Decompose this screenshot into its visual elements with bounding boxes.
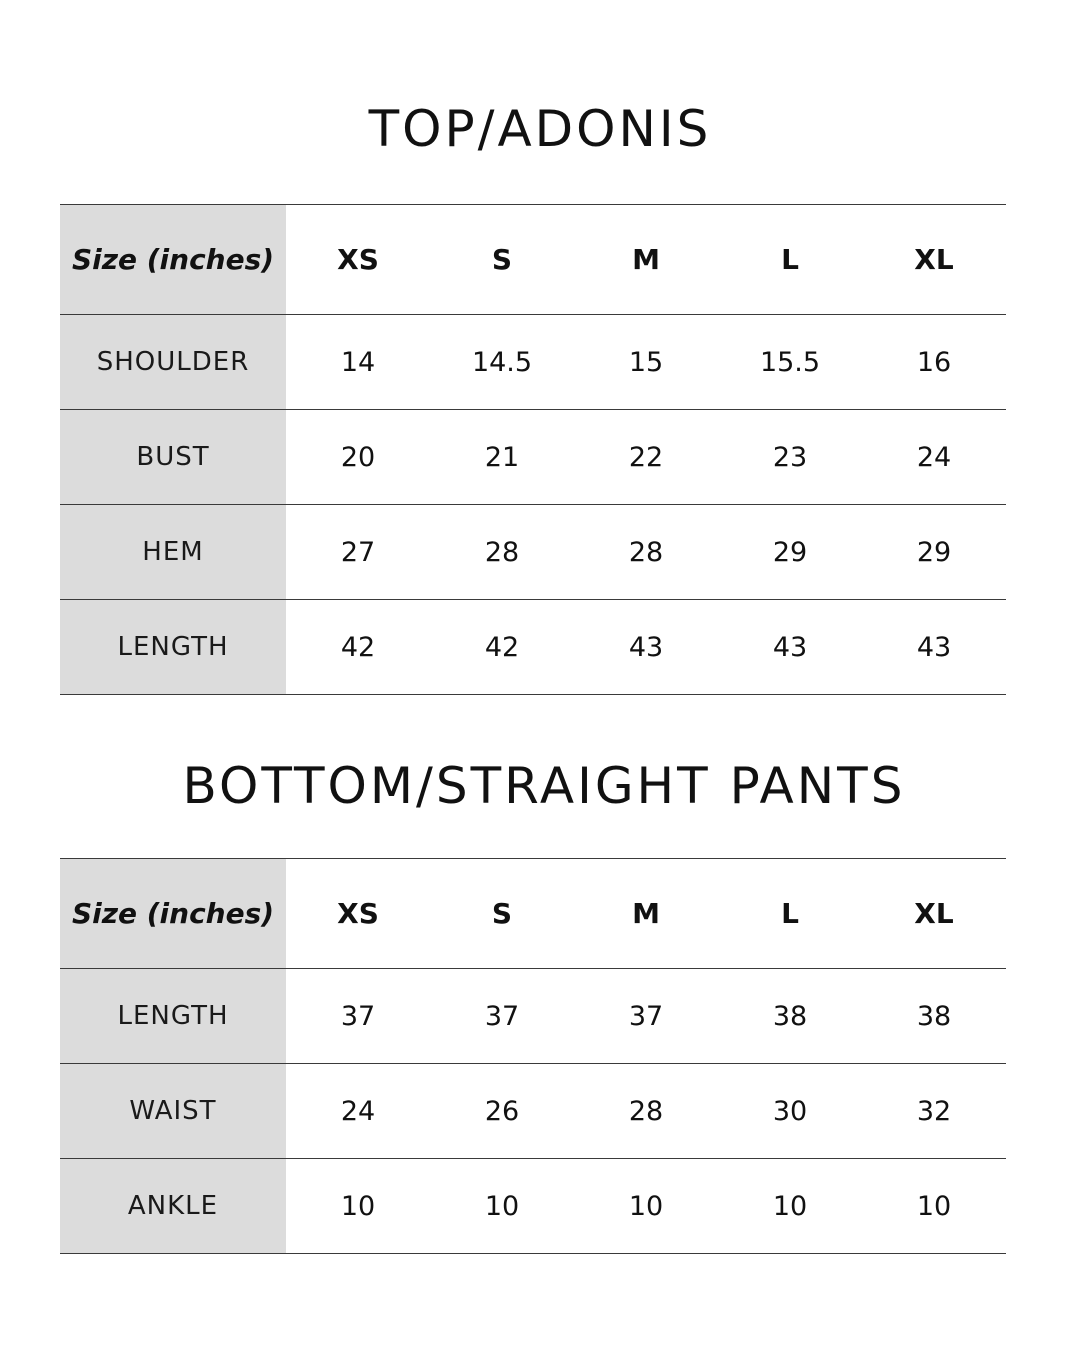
measurement-value: 28	[574, 1064, 718, 1159]
measurement-value: 10	[430, 1159, 574, 1254]
measurement-value: 38	[718, 969, 862, 1064]
measurement-value: 10	[862, 1159, 1006, 1254]
measurement-value: 28	[574, 505, 718, 600]
size-column-header: L	[718, 205, 862, 315]
measurement-value: 10	[718, 1159, 862, 1254]
measurement-label: ANKLE	[60, 1159, 286, 1254]
measurement-value: 38	[862, 969, 1006, 1064]
measurement-value: 22	[574, 410, 718, 505]
measurement-value: 15.5	[718, 315, 862, 410]
measurement-value: 43	[718, 600, 862, 695]
measurement-value: 26	[430, 1064, 574, 1159]
table-row	[60, 315, 1006, 410]
measurement-value: 28	[430, 505, 574, 600]
measurement-value: 32	[862, 1064, 1006, 1159]
measurement-value: 37	[430, 969, 574, 1064]
size-column-header: M	[574, 859, 718, 969]
measurement-value: 14	[286, 315, 430, 410]
measurement-value: 43	[862, 600, 1006, 695]
table-row	[60, 410, 1006, 505]
measurement-value: 29	[718, 505, 862, 600]
measurement-value: 42	[430, 600, 574, 695]
size-column-header: L	[718, 859, 862, 969]
measurement-value: 20	[286, 410, 430, 505]
size-column-header: XL	[862, 205, 1006, 315]
measurement-value: 24	[862, 410, 1006, 505]
table-row	[60, 600, 1006, 695]
top-size-table	[60, 204, 1006, 695]
size-column-header: M	[574, 205, 718, 315]
measurement-value: 43	[574, 600, 718, 695]
measurement-value: 29	[862, 505, 1006, 600]
size-unit-label: Size (inches)	[60, 205, 286, 315]
measurement-label: LENGTH	[60, 969, 286, 1064]
table-row	[60, 505, 1006, 600]
measurement-value: 30	[718, 1064, 862, 1159]
measurement-value: 15	[574, 315, 718, 410]
table-row	[60, 1159, 1006, 1254]
measurement-value: 37	[574, 969, 718, 1064]
top-section-title: TOP/ADONIS	[368, 100, 712, 158]
measurement-label: BUST	[60, 410, 286, 505]
size-column-header: XS	[286, 859, 430, 969]
size-column-header: XL	[862, 859, 1006, 969]
measurement-value: 10	[574, 1159, 718, 1254]
measurement-value: 27	[286, 505, 430, 600]
bottom-section-title: BOTTOM/STRAIGHT PANTS	[182, 757, 906, 815]
table-row	[60, 1064, 1006, 1159]
measurement-value: 10	[286, 1159, 430, 1254]
measurement-value: 37	[286, 969, 430, 1064]
measurement-value: 21	[430, 410, 574, 505]
measurement-value: 42	[286, 600, 430, 695]
size-column-header: XS	[286, 205, 430, 315]
measurement-value: 16	[862, 315, 1006, 410]
table-header-row	[60, 205, 1006, 315]
measurement-label: SHOULDER	[60, 315, 286, 410]
size-column-header: S	[430, 859, 574, 969]
size-unit-label: Size (inches)	[60, 859, 286, 969]
measurement-value: 24	[286, 1064, 430, 1159]
measurement-label: WAIST	[60, 1064, 286, 1159]
measurement-label: LENGTH	[60, 600, 286, 695]
table-row	[60, 969, 1006, 1064]
measurement-label: HEM	[60, 505, 286, 600]
bottom-size-table	[60, 858, 1006, 1254]
table-header-row	[60, 859, 1006, 969]
size-column-header: S	[430, 205, 574, 315]
measurement-value: 14.5	[430, 315, 574, 410]
measurement-value: 23	[718, 410, 862, 505]
